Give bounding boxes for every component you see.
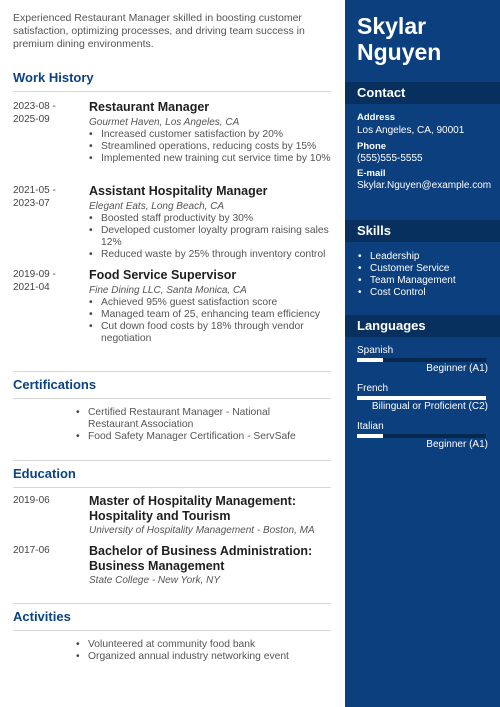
education-date: 2019-06 (13, 495, 50, 506)
divider (13, 603, 331, 604)
bullet-list (101, 297, 321, 345)
list-item: • Increased customer satisfaction by 20% (101, 129, 336, 141)
list-item: • Team Management (370, 275, 456, 287)
list-item: • Customer Service (370, 263, 456, 275)
proficiency-bar (357, 396, 486, 400)
certifications-list (88, 407, 303, 443)
work-dates: 2023-08 - 2025-09 (13, 101, 56, 125)
divider (13, 91, 331, 92)
education-date: 2017-06 (13, 545, 50, 556)
work-dates: 2021-05 - 2023-07 (13, 185, 56, 209)
activities-heading: Activities (13, 609, 71, 624)
divider (13, 487, 331, 488)
company: Fine Dining LLC, Santa Monica, CA (89, 285, 247, 296)
languages-heading: Languages (345, 315, 500, 337)
language-name: French (357, 383, 389, 394)
contact-heading: Contact (345, 82, 500, 104)
company: Gourmet Haven, Los Angeles, CA (89, 117, 240, 128)
certifications-heading: Certifications (13, 377, 97, 392)
school: State College - New York, NY (89, 575, 220, 586)
education-heading: Education (13, 466, 76, 481)
list-item: • Developed customer loyalty program raising sales 12% (101, 225, 336, 249)
list-item: • Reduced waste by 25% through inventory control (101, 249, 336, 261)
proficiency-fill (357, 434, 383, 438)
work-history-heading: Work History (13, 70, 94, 85)
job-title: Assistant Hospitality Manager (89, 184, 268, 198)
email-value: Skylar.Nguyen@example.com (357, 180, 492, 191)
summary: Experienced Restaurant Manager skilled in boosting customer satisfaction, optimizing processes, and driving team success in premium dining environments. (13, 12, 305, 50)
email-label: E-mail (357, 168, 386, 179)
list-item: • Food Safety Manager Certification - ServSafe (88, 431, 303, 443)
list-item: • Leadership (370, 251, 456, 263)
list-item: • Implemented new training cut service time by 10% (101, 153, 336, 165)
proficiency-bar (357, 358, 486, 362)
activities-list (88, 639, 323, 663)
language-name: Italian (357, 421, 384, 432)
skills-list (370, 251, 456, 299)
work-dates: 2019-09 - 2021-04 (13, 269, 56, 293)
divider (13, 630, 331, 631)
proficiency-fill (357, 358, 383, 362)
bullet-list (101, 213, 336, 261)
address-label: Address (357, 112, 396, 123)
divider (13, 460, 331, 461)
job-title: Food Service Supervisor (89, 268, 237, 282)
list-item: • Cut down food costs by 18% through vendor negotiation (101, 321, 321, 345)
divider (13, 398, 331, 399)
proficiency-fill (357, 396, 486, 400)
sidebar (345, 0, 500, 707)
bullet-list (101, 129, 336, 165)
skills-heading: Skills (345, 220, 500, 242)
proficiency-bar (357, 434, 486, 438)
degree: Master of Hospitality Management: Hospitality and Tourism (89, 494, 296, 523)
list-item: • Managed team of 25, enhancing team efficiency (101, 309, 321, 321)
language-name: Spanish (357, 345, 394, 356)
job-title: Restaurant Manager (89, 100, 210, 114)
list-item: • Boosted staff productivity by 30% (101, 213, 336, 225)
list-item: • Streamlined operations, reducing costs by 15% (101, 141, 336, 153)
language-level: Bilingual or Proficient (C2) (371, 401, 488, 412)
list-item: • Achieved 95% guest satisfaction score (101, 297, 321, 309)
address-value: Los Angeles, CA, 90001 (357, 125, 465, 136)
list-item: • Organized annual industry networking event (88, 651, 323, 663)
language-level: Beginner (A1) (426, 363, 488, 374)
list-item: • Volunteered at community food bank (88, 639, 323, 651)
phone-label: Phone (357, 141, 387, 152)
phone-value: (555)555-5555 (357, 153, 423, 164)
list-item: • Cost Control (370, 287, 456, 299)
divider (13, 371, 331, 372)
company: Elegant Eats, Long Beach, CA (89, 201, 225, 212)
candidate-name: Skylar Nguyen (357, 13, 442, 65)
degree: Bachelor of Business Administration: Business Management (89, 544, 313, 573)
list-item: • Certified Restaurant Manager - National Restaurant Association (88, 407, 303, 431)
language-level: Beginner (A1) (426, 439, 488, 450)
school: University of Hospitality Management - Boston, MA (89, 525, 315, 536)
